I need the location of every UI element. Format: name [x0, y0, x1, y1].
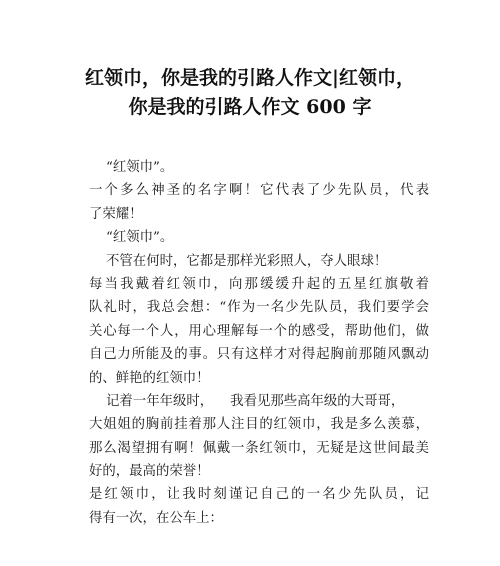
body-line: 自己力所能及的事。只有这样才对得起胸前那随风飘动: [89, 347, 429, 363]
body-line: 是红领巾，让我时刻谨记自己的一名少先队员，记: [89, 487, 429, 503]
body-line: 一个多么神圣的名字啊！它代表了少先队员，代表: [89, 183, 429, 199]
body-line: 队礼时，我总会想：“作为一名少先队员，我们要学会: [89, 300, 429, 316]
title-line: 你是我的引路人作文 600 字: [128, 96, 372, 118]
document-title: [40, 64, 460, 122]
body-line: 不管在何时，它都是那样光彩照人，夺人眼球！: [89, 253, 388, 269]
body-line: “红领巾”。: [89, 230, 174, 246]
body-line: “红领巾”。: [89, 160, 174, 175]
body-line: 那么渴望拥有啊！佩戴一条红领巾，无疑是这世间最美: [89, 440, 429, 456]
body-line: 关心每一个人，用心理解每一个的感受，帮助他们，做: [89, 323, 429, 339]
body-line: 了荣耀！: [89, 206, 143, 222]
body-line: 的、鲜艳的红领巾！: [89, 370, 210, 386]
body-line: 记着一年年级时， 我看见那些高年级的大哥哥，: [89, 393, 405, 409]
body-line: 每当我戴着红领巾，向那缓缓升起的五星红旗敬着: [89, 276, 429, 292]
title-line: 红领巾，你是我的引路人作文|红领巾，: [85, 67, 415, 89]
body-line: 好的，最高的荣誉！: [89, 464, 210, 480]
document-body: [89, 156, 429, 530]
body-line: 大姐姐的胸前挂着那人注目的红领巾，我是多么羡慕，: [89, 417, 429, 433]
body-line: 得有一次，在公车上：: [89, 510, 223, 526]
